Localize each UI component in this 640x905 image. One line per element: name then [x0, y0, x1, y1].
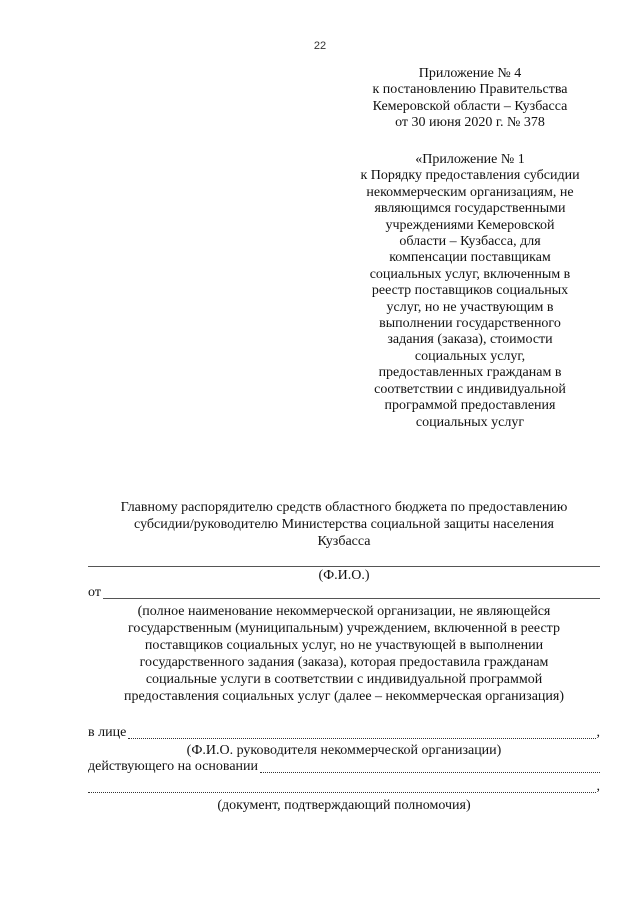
- document-caption: (документ, подтверждающий полномочия): [217, 798, 471, 813]
- comma: ,: [596, 725, 600, 740]
- appendix-line: учреждениями Кемеровской: [385, 217, 555, 233]
- document-field[interactable]: [88, 781, 596, 793]
- represented-by-row: [88, 725, 600, 741]
- comma: ,: [596, 779, 600, 794]
- appendix-line: к Порядку предоставления субсидии: [360, 168, 580, 184]
- appendix-line: социальных услуг: [415, 414, 525, 430]
- page-number: 22: [313, 40, 327, 52]
- appendix-line: социальных услуг,: [414, 348, 526, 364]
- appendix-line: являющимся государственными: [374, 201, 566, 217]
- appendix-line: реестр поставщиков социальных: [371, 283, 569, 299]
- appendix-line: выполнении государственного: [379, 316, 561, 332]
- org-caption-line: предоставления социальных услуг (далее – некоммерческая организация): [124, 689, 564, 704]
- appendix-line: «Приложение № 1: [415, 152, 525, 167]
- document-row: [88, 779, 600, 795]
- from-row: [88, 585, 600, 601]
- appendix-block: [330, 152, 610, 431]
- head-caption: (Ф.И.О. руководителя некоммерческой организации): [186, 743, 502, 758]
- org-caption-line: (полное наименование некоммерческой организации, не являющейся: [137, 604, 551, 619]
- appendix-line: программой предоставления: [384, 398, 556, 414]
- org-caption-line: государственным (муниципальным) учреждением, включенной в реестр: [128, 621, 560, 636]
- appendix-line: предоставленных гражданам в: [378, 365, 562, 381]
- appendix-line: социальных услуг, включенным в: [369, 266, 571, 282]
- appendix-line: услуг, но не участвующим в: [386, 299, 554, 315]
- org-caption-line: поставщиков социальных услуг, но не участвующей в выполнении: [144, 638, 544, 653]
- addressee-line: Кузбасса: [317, 534, 371, 549]
- appendix-line: задания (заказа), стоимости: [387, 332, 553, 348]
- appendix-line: компенсации поставщикам: [389, 250, 551, 266]
- acting-label: действующего на основании: [88, 759, 259, 774]
- fio-field[interactable]: [88, 554, 600, 584]
- addressee-line: Главному распорядителю средств областного бюджета по предоставлению: [120, 500, 568, 515]
- approval-line: к постановлению Правительства: [372, 82, 568, 98]
- fio-underline: [88, 554, 600, 567]
- approval-block: [330, 66, 610, 132]
- org-caption-line: социальные услуги в соответствии с индивидуальной программой: [145, 672, 543, 687]
- addressee-block: [88, 499, 600, 550]
- addressee-line: субсидии/руководителю Министерства социальной защиты населения: [134, 517, 554, 532]
- approval-line: от 30 июня 2020 г. № 378: [395, 115, 545, 131]
- fio-caption: (Ф.И.О.): [318, 568, 370, 583]
- appendix-line: соответствии с индивидуальной: [374, 381, 566, 397]
- appendix-line: некоммерческим организациям, не: [366, 184, 574, 200]
- represented-by-label: в лице: [88, 725, 127, 740]
- appendix-line: области – Кузбасса, для: [399, 234, 541, 250]
- acting-basis-field[interactable]: [260, 761, 600, 773]
- from-label: от: [88, 585, 101, 600]
- org-caption: [88, 603, 600, 705]
- from-org-field[interactable]: [103, 587, 600, 599]
- acting-row: [88, 759, 600, 775]
- approval-line: Приложение № 4: [418, 66, 522, 81]
- org-caption-line: государственного задания (заказа), которая предоставила гражданам: [139, 655, 549, 670]
- head-name-field[interactable]: [128, 727, 595, 739]
- approval-line: Кемеровской области – Кузбасса: [372, 98, 568, 114]
